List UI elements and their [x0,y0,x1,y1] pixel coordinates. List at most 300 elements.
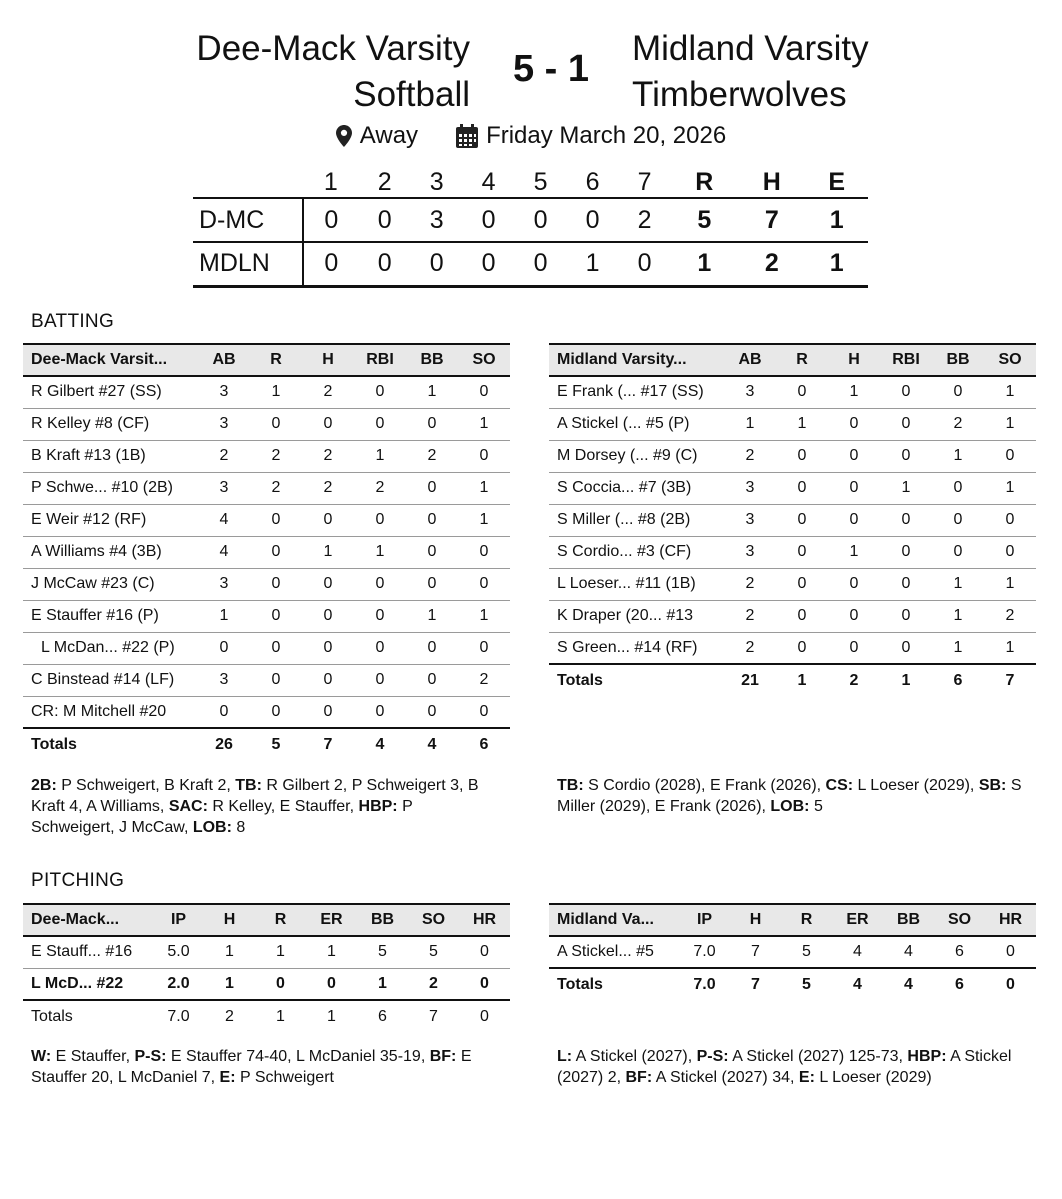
batter-row [23,568,510,600]
inning-header: 2 [377,168,392,196]
stat-cell: 1 [354,440,406,472]
inning-score: 0 [411,242,463,286]
stat-column-header: SO [408,904,459,936]
totals-label: Totals [549,664,724,696]
note-label: E: [219,1069,236,1086]
note-text: P Schweigert [235,1069,334,1086]
totals-row [23,1000,510,1032]
inning-score: 0 [515,242,567,286]
hits-header: H [762,168,781,196]
stat-cell: 2 [724,440,776,472]
stat-cell: 0 [250,600,302,632]
stat-column-header: H [302,344,354,376]
inning-score: 0 [303,198,359,242]
stat-column-header: SO [934,904,985,936]
player-name: S Green... #14 (RF) [549,632,724,664]
stat-header-row [23,904,510,936]
totals-row [549,664,1036,696]
pitcher-row [23,936,510,968]
player-name: L Loeser... #11 (1B) [549,568,724,600]
stat-cell: 1 [776,408,828,440]
stat-cell: 1 [828,376,880,408]
totals-cell: 4 [832,968,883,1000]
player-name: E Weir #12 (RF) [23,504,198,536]
batter-row [23,472,510,504]
note-text: 5 [809,798,823,815]
team-column-header: Dee-Mack Varsit... [23,344,198,376]
pitcher-row [23,968,510,1000]
stat-cell: 1 [354,536,406,568]
game-date: Friday March 20, 2026 [486,122,727,149]
note-label: TB: [235,777,262,794]
stat-cell: 0 [880,568,932,600]
stat-cell: 0 [458,568,510,600]
stat-cell: 6 [934,936,985,968]
stat-cell: 0 [306,968,357,1000]
note-label: E: [798,1069,815,1086]
batter-row [23,536,510,568]
totals-cell: 5 [781,968,832,1000]
stat-cell: 1 [724,408,776,440]
stat-cell: 0 [828,440,880,472]
stat-cell: 0 [250,536,302,568]
totals-cell: 2 [204,1000,255,1032]
note-text: A Stickel (2027), [572,1048,697,1065]
stat-cell: 0 [302,600,354,632]
totals-row [23,728,510,760]
stat-column-header: BB [406,344,458,376]
stat-cell: 0 [354,632,406,664]
stat-cell: 0 [828,600,880,632]
stat-cell: 0 [302,504,354,536]
stat-cell: 0 [302,632,354,664]
stat-cell: 1 [302,536,354,568]
note-label: HBP: [358,798,398,815]
note-text: A Stickel (2027) 2, [557,1048,1012,1086]
stat-cell: 0 [932,472,984,504]
stat-cell: 0 [406,696,458,728]
away-team-name [632,26,1012,118]
inning-score: 0 [303,242,359,286]
stat-cell: 0 [250,504,302,536]
batting-table-away [549,343,1036,696]
batter-row [23,440,510,472]
batter-row [549,504,1036,536]
inning-score: 0 [463,198,515,242]
note-label: SB: [978,777,1007,794]
stat-cell: 2 [724,600,776,632]
stat-column-header: H [204,904,255,936]
batting-section-title: BATTING [31,311,115,332]
stat-column-header: R [255,904,306,936]
stat-column-header: HR [459,904,510,936]
player-name: S Cordio... #3 (CF) [549,536,724,568]
stat-cell: 0 [880,376,932,408]
note-text: P Schweigert, B Kraft 2, [56,777,236,794]
totals-cell: 26 [198,728,250,760]
stat-cell: 0 [776,504,828,536]
stat-cell: 0 [776,376,828,408]
stat-cell: 0 [932,536,984,568]
totals-cell: 7.0 [153,1000,204,1032]
totals-cell: 1 [306,1000,357,1032]
player-name: R Kelley #8 (CF) [23,408,198,440]
player-name: L McDan... #22 (P) [23,632,198,664]
stat-cell: 1 [198,600,250,632]
runs-total: 5 [671,198,739,242]
calendar-icon [456,124,478,148]
stat-cell: 0 [776,568,828,600]
stat-cell: 0 [776,472,828,504]
stat-cell: 1 [984,408,1036,440]
totals-cell: 2 [828,664,880,696]
player-name: E Frank (... #17 (SS) [549,376,724,408]
stat-cell: 2 [302,472,354,504]
stat-cell: 3 [724,536,776,568]
stat-cell: 0 [354,600,406,632]
stat-cell: 0 [198,632,250,664]
totals-cell: 0 [459,1000,510,1032]
player-name: M Dorsey (... #9 (C) [549,440,724,472]
stat-cell: 0 [984,536,1036,568]
stat-cell: 5 [781,936,832,968]
batter-row [23,504,510,536]
stat-cell: 2 [406,440,458,472]
stat-cell: 0 [776,440,828,472]
stat-cell: 0 [985,936,1036,968]
batter-row [23,696,510,728]
stat-cell: 0 [880,440,932,472]
note-label: CS: [825,777,854,794]
stat-cell: 1 [406,376,458,408]
linescore-table [193,168,868,288]
note-label: L: [557,1048,573,1065]
team-column-header: Midland Va... [549,904,679,936]
stat-header-row [549,344,1036,376]
stat-cell: 0 [828,568,880,600]
totals-cell: 7.0 [679,968,730,1000]
linescore-row-home [193,198,868,242]
stat-column-header: BB [357,904,408,936]
player-name: CR: M Mitchell #20 [23,696,198,728]
totals-cell: 7 [730,968,781,1000]
stat-cell: 0 [458,632,510,664]
stat-cell: 0 [459,936,510,968]
totals-cell: 6 [357,1000,408,1032]
stat-cell: 0 [354,696,406,728]
player-name: L McD... #22 [23,968,153,1000]
home-team-line1: Dee-Mack Varsity [196,29,470,68]
stat-column-header: IP [679,904,730,936]
stat-cell: 1 [458,472,510,504]
totals-cell: 21 [724,664,776,696]
note-label: W: [31,1048,52,1065]
stat-cell: 2 [302,440,354,472]
linescore-team: MDLN [193,242,303,286]
note-text: 8 [231,819,246,836]
note-label: TB: [557,777,584,794]
stat-cell: 2 [724,632,776,664]
stat-cell: 1 [984,568,1036,600]
totals-label: Totals [23,728,198,760]
note-text: P Schweigert, J McCaw, [31,798,413,836]
player-name: S Miller (... #8 (2B) [549,504,724,536]
totals-cell: 6 [932,664,984,696]
stat-header-row [23,344,510,376]
stat-cell: 0 [302,664,354,696]
stat-header-row [549,904,1036,936]
note-text: E Stauffer, [51,1048,135,1065]
linescore-header-row [193,168,868,198]
stat-cell: 0 [880,504,932,536]
game-meta [0,122,1062,150]
stat-cell: 1 [357,968,408,1000]
inning-header: 1 [323,168,338,196]
player-name: R Gilbert #27 (SS) [23,376,198,408]
stat-cell: 3 [724,472,776,504]
stat-column-header: R [250,344,302,376]
stat-cell: 2 [984,600,1036,632]
note-text: R Kelley, E Stauffer, [207,798,359,815]
away-team-line2: Timberwolves [632,75,847,114]
stat-cell: 2 [250,472,302,504]
inning-score: 0 [567,198,619,242]
totals-cell: 7 [302,728,354,760]
stat-column-header: H [730,904,781,936]
stat-cell: 0 [880,632,932,664]
inning-header: 6 [585,168,600,196]
stat-cell: 0 [776,632,828,664]
stat-cell: 1 [306,936,357,968]
totals-cell: 6 [458,728,510,760]
stat-cell: 1 [458,504,510,536]
player-name: P Schwe... #10 (2B) [23,472,198,504]
stat-cell: 1 [250,376,302,408]
home-team-line2: Softball [353,75,470,114]
stat-column-header: AB [724,344,776,376]
player-name: B Kraft #13 (1B) [23,440,198,472]
stat-cell: 0 [406,472,458,504]
batter-row [549,440,1036,472]
stat-cell: 0 [984,440,1036,472]
hits-total: 7 [738,198,806,242]
stat-cell: 5 [408,936,459,968]
note-label: LOB: [770,798,810,815]
stat-cell: 0 [354,408,406,440]
pitching-table-home [23,903,510,1032]
final-score: 5 - 1 [512,48,590,90]
note-label: P-S: [696,1048,729,1065]
errors-total: 1 [806,242,868,286]
stat-cell: 0 [828,472,880,504]
pitching-notes-home [31,1046,511,1088]
totals-cell: 4 [354,728,406,760]
stat-cell: 0 [932,376,984,408]
stat-cell: 3 [724,376,776,408]
stat-cell: 0 [776,600,828,632]
note-text: S Cordio (2028), E Frank (2026), [583,777,826,794]
stat-cell: 1 [984,472,1036,504]
note-text: A Stickel (2027) 34, [652,1069,799,1086]
batting-notes-home [31,775,496,838]
stat-cell: 0 [406,664,458,696]
note-text: L Loeser (2029), [853,777,979,794]
totals-cell: 0 [985,968,1036,1000]
stat-cell: 2 [302,376,354,408]
batter-row [23,408,510,440]
linescore-team: D-MC [193,198,303,242]
batting-table-home [23,343,510,760]
stat-cell: 0 [406,408,458,440]
stat-cell: 2 [724,568,776,600]
stat-cell: 3 [724,504,776,536]
stat-cell: 1 [984,376,1036,408]
stat-cell: 1 [204,968,255,1000]
batter-row [549,408,1036,440]
note-text: L Loeser (2029) [814,1069,932,1086]
player-name: E Stauff... #16 [23,936,153,968]
pitching-table-away [549,903,1036,1000]
batter-row [549,632,1036,664]
stat-cell: 4 [198,504,250,536]
note-text: S Miller (2029), E Frank (2026), [557,777,1022,815]
stat-cell: 0 [458,376,510,408]
stat-cell: 2 [408,968,459,1000]
batter-row [549,600,1036,632]
player-name: K Draper (20... #13 [549,600,724,632]
home-team-name [110,26,470,118]
stat-column-header: ER [306,904,357,936]
stat-cell: 0 [880,408,932,440]
stat-column-header: R [781,904,832,936]
map-pin-icon [336,125,352,147]
totals-cell: 4 [883,968,934,1000]
stat-cell: 1 [932,568,984,600]
batter-row [549,472,1036,504]
totals-cell: 6 [934,968,985,1000]
stat-cell: 0 [354,568,406,600]
pitcher-row [549,936,1036,968]
stat-cell: 0 [354,504,406,536]
note-label: HBP: [907,1048,947,1065]
stat-column-header: BB [883,904,934,936]
batter-row [549,376,1036,408]
inning-score: 0 [515,198,567,242]
stat-cell: 0 [776,536,828,568]
stat-cell: 0 [458,440,510,472]
errors-header: E [828,168,846,196]
totals-label: Totals [549,968,679,1000]
note-label: SAC: [168,798,208,815]
stat-cell: 4 [883,936,934,968]
batter-row [23,664,510,696]
stat-cell: 3 [198,376,250,408]
player-name: A Williams #4 (3B) [23,536,198,568]
stat-cell: 0 [984,504,1036,536]
player-name: S Coccia... #7 (3B) [549,472,724,504]
stat-cell: 2 [250,440,302,472]
stat-column-header: AB [198,344,250,376]
note-text: E Stauffer 20, L McDaniel 7, [31,1048,472,1086]
totals-row [549,968,1036,1000]
stat-cell: 0 [406,504,458,536]
stat-cell: 0 [302,696,354,728]
stat-column-header: IP [153,904,204,936]
note-label: BF: [429,1048,457,1065]
stat-cell: 0 [250,568,302,600]
stat-cell: 2 [198,440,250,472]
stat-cell: 3 [198,472,250,504]
stat-cell: 5 [357,936,408,968]
batting-notes-away [557,775,1027,817]
runs-header: R [695,168,714,196]
errors-total: 1 [806,198,868,242]
stat-cell: 4 [832,936,883,968]
stat-cell: 0 [250,696,302,728]
totals-cell: 4 [406,728,458,760]
note-text: R Gilbert 2, P Schweigert 3, B Kraft 4, A Williams, [31,777,479,815]
stat-cell: 0 [255,968,306,1000]
away-team-line1: Midland Varsity [632,29,869,68]
note-label: 2B: [31,777,57,794]
stat-cell: 0 [354,664,406,696]
inning-score: 0 [463,242,515,286]
stat-column-header: RBI [880,344,932,376]
stat-cell: 1 [932,632,984,664]
stat-cell: 0 [828,504,880,536]
note-text: E Stauffer 74-40, L McDaniel 35-19, [166,1048,430,1065]
stat-cell: 0 [250,632,302,664]
stat-cell: 3 [198,408,250,440]
stat-cell: 0 [880,536,932,568]
inning-score: 0 [359,242,411,286]
stat-cell: 0 [406,536,458,568]
pitching-section-title: PITCHING [31,870,125,891]
stat-cell: 2.0 [153,968,204,1000]
stat-cell: 0 [198,696,250,728]
inning-score: 0 [619,242,671,286]
player-name: J McCaw #23 (C) [23,568,198,600]
batter-row [23,376,510,408]
stat-cell: 1 [406,600,458,632]
totals-cell: 1 [776,664,828,696]
note-label: BF: [625,1069,653,1086]
stat-cell: 0 [406,568,458,600]
stat-column-header: H [828,344,880,376]
batter-row [23,632,510,664]
stat-cell: 0 [302,568,354,600]
inning-header: 7 [637,168,652,196]
player-name: C Binstead #14 (LF) [23,664,198,696]
stat-column-header: SO [984,344,1036,376]
stat-cell: 1 [932,600,984,632]
inning-score: 2 [619,198,671,242]
stat-column-header: RBI [354,344,406,376]
stat-cell: 0 [250,408,302,440]
team-column-header: Midland Varsity... [549,344,724,376]
stat-cell: 1 [984,632,1036,664]
stat-cell: 0 [302,408,354,440]
stat-cell: 1 [458,600,510,632]
totals-cell: 7 [408,1000,459,1032]
stat-cell: 1 [204,936,255,968]
stat-cell: 1 [828,536,880,568]
batter-row [549,568,1036,600]
hits-total: 2 [738,242,806,286]
totals-cell: 1 [880,664,932,696]
stat-cell: 1 [932,440,984,472]
inning-score: 0 [359,198,411,242]
